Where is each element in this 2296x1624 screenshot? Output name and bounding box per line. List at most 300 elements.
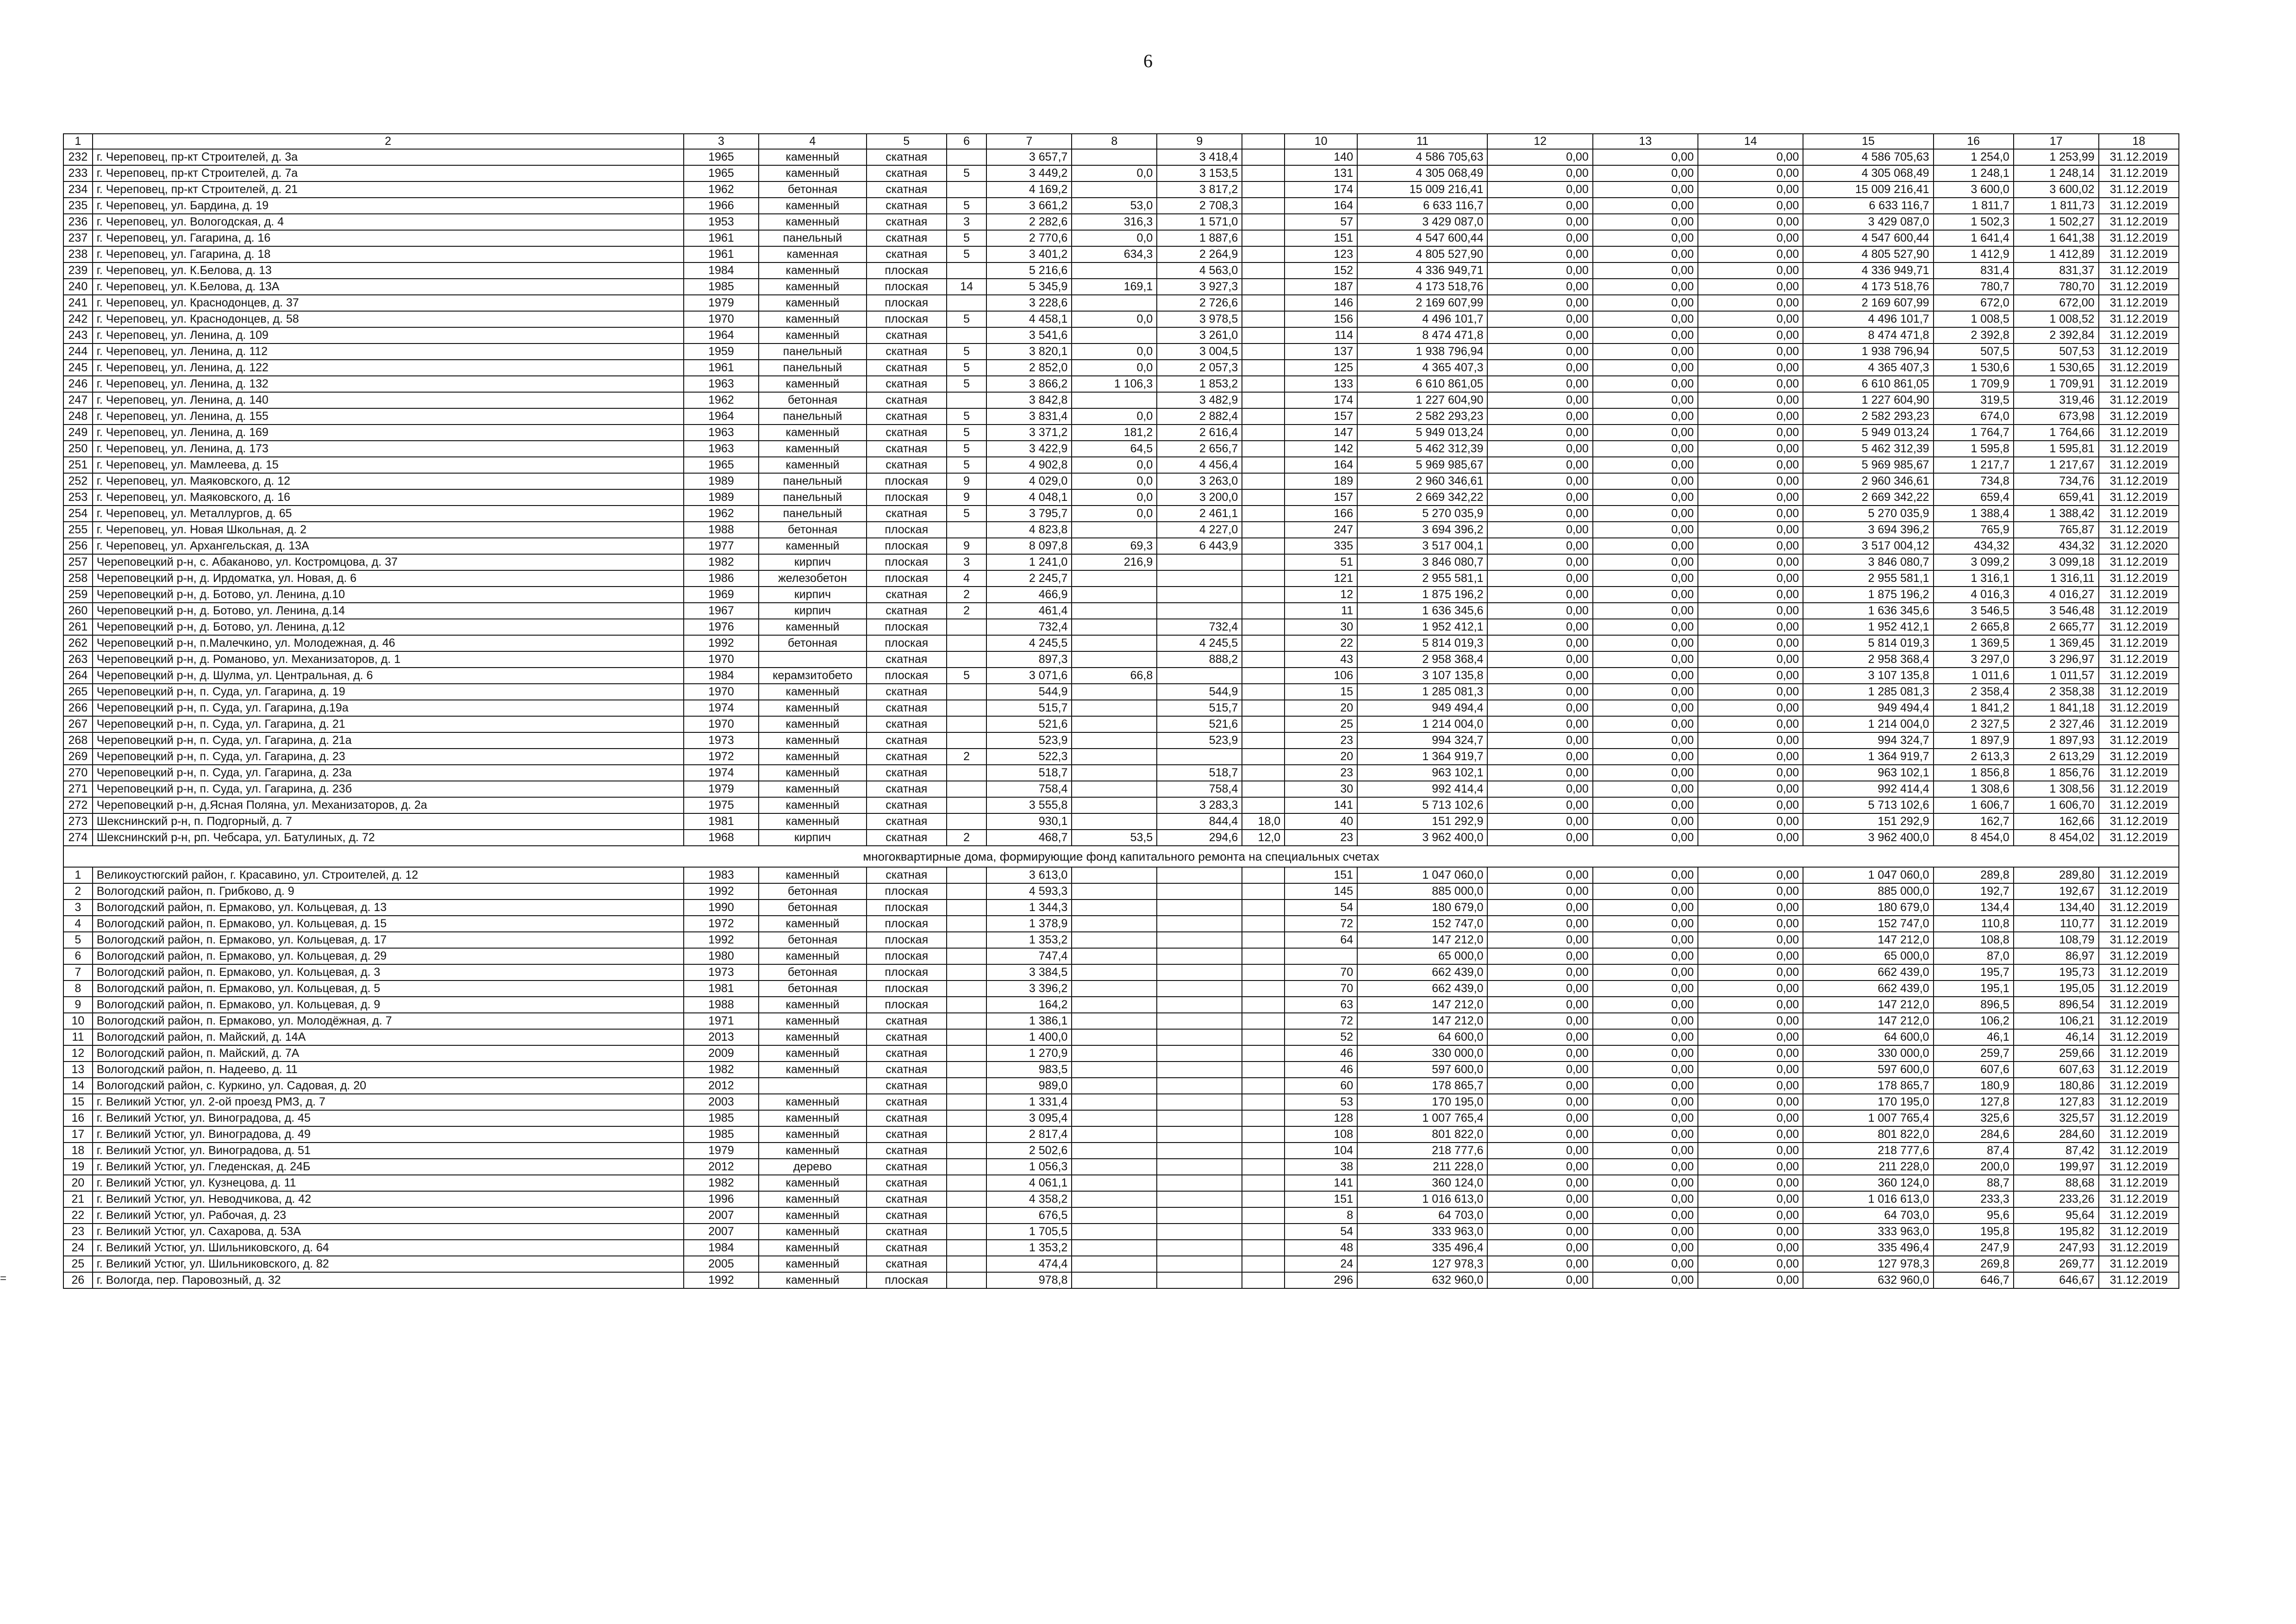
cell: 1 952 412,1 xyxy=(1803,619,1933,635)
cell: 1 853,2 xyxy=(1157,376,1242,392)
cell: 11 xyxy=(1285,603,1357,619)
table-row xyxy=(63,587,2179,603)
cell: каменный xyxy=(759,1029,867,1045)
cell: 325,57 xyxy=(2014,1110,2099,1126)
cell: 0,00 xyxy=(1698,311,1803,327)
cell: скатная xyxy=(867,1045,947,1062)
cell: 1953 xyxy=(684,214,759,230)
cell: 211 228,0 xyxy=(1357,1159,1487,1175)
cell: Череповецкий р-н, п. Суда, ул. Гагарина, д. 23а xyxy=(93,765,684,781)
cell xyxy=(1242,867,1285,883)
cell: 0,00 xyxy=(1698,295,1803,311)
cell: 1 217,67 xyxy=(2014,457,2099,473)
cell: 114 xyxy=(1285,327,1357,344)
cell: 4 547 600,44 xyxy=(1357,230,1487,246)
table-row xyxy=(63,1256,2179,1272)
cell: 0,00 xyxy=(1698,392,1803,408)
cell: 3 661,2 xyxy=(986,198,1072,214)
cell xyxy=(1072,587,1157,603)
cell xyxy=(1072,765,1157,781)
cell: 0,00 xyxy=(1698,425,1803,441)
cell xyxy=(1157,932,1242,948)
cell: 6 xyxy=(63,948,93,964)
cell: 0,00 xyxy=(1593,392,1698,408)
cell xyxy=(947,262,987,279)
cell: 5 814 019,3 xyxy=(1803,635,1933,651)
cell: 1 047 060,0 xyxy=(1803,867,1933,883)
cell: 60 xyxy=(1285,1078,1357,1094)
cell: 335 xyxy=(1285,538,1357,554)
cell: 1 353,2 xyxy=(986,932,1072,948)
cell: 0,0 xyxy=(1072,506,1157,522)
table-row xyxy=(63,1224,2179,1240)
cell: 18 xyxy=(2099,134,2179,149)
cell: 0,00 xyxy=(1593,997,1698,1013)
cell: скатная xyxy=(867,830,947,846)
cell: 1 709,91 xyxy=(2014,376,2099,392)
table-row xyxy=(63,538,2179,554)
cell: 2 958 368,4 xyxy=(1357,651,1487,668)
cell: 57 xyxy=(1285,214,1357,230)
cell: 0,00 xyxy=(1593,311,1698,327)
cell xyxy=(1242,408,1285,425)
cell: 2 057,3 xyxy=(1157,360,1242,376)
table-row xyxy=(63,149,2179,165)
cell: 2007 xyxy=(684,1224,759,1240)
cell: 88,7 xyxy=(1934,1175,2014,1191)
cell: 3 429 087,0 xyxy=(1357,214,1487,230)
cell: 0,00 xyxy=(1698,700,1803,716)
cell: 0,00 xyxy=(1593,554,1698,570)
cell: 31.12.2019 xyxy=(2099,635,2179,651)
cell: 0,00 xyxy=(1593,214,1698,230)
cell: каменный xyxy=(759,716,867,732)
cell xyxy=(1072,1062,1157,1078)
cell: скатная xyxy=(867,1094,947,1110)
cell: 0,00 xyxy=(1487,603,1592,619)
cell: 259,7 xyxy=(1934,1045,2014,1062)
cell: 22 xyxy=(1285,635,1357,651)
cell: 2 327,46 xyxy=(2014,716,2099,732)
cell: 0,00 xyxy=(1487,1045,1592,1062)
cell: 31.12.2019 xyxy=(2099,570,2179,587)
cell: 780,70 xyxy=(2014,279,2099,295)
cell xyxy=(1157,948,1242,964)
cell: 747,4 xyxy=(986,948,1072,964)
cell: скатная xyxy=(867,327,947,344)
cell: 195,8 xyxy=(1934,1224,2014,1240)
cell: 672,0 xyxy=(1934,295,2014,311)
cell: 0,00 xyxy=(1593,603,1698,619)
cell: 765,87 xyxy=(2014,522,2099,538)
cell: 31.12.2019 xyxy=(2099,376,2179,392)
cell: 147 212,0 xyxy=(1803,997,1933,1013)
cell: 0,00 xyxy=(1698,1224,1803,1240)
cell: 2 960 346,61 xyxy=(1803,473,1933,489)
cell: 1962 xyxy=(684,506,759,522)
cell xyxy=(1242,964,1285,981)
cell: Великоустюгский район, г. Красавино, ул. Строителей, д. 12 xyxy=(93,867,684,883)
cell: 236 xyxy=(63,214,93,230)
cell: 333 963,0 xyxy=(1357,1224,1487,1240)
cell xyxy=(1157,1078,1242,1094)
cell: 3 396,2 xyxy=(986,981,1072,997)
cell: 31.12.2019 xyxy=(2099,981,2179,997)
cell xyxy=(1072,1094,1157,1110)
cell: 1984 xyxy=(684,1240,759,1256)
cell: плоская xyxy=(867,899,947,916)
cell: 31.12.2019 xyxy=(2099,1272,2179,1288)
cell: г. Великий Устюг, ул. Кузнецова, д. 11 xyxy=(93,1175,684,1191)
cell: 253 xyxy=(63,489,93,506)
cell: 1 709,9 xyxy=(1934,376,2014,392)
cell: 1 378,9 xyxy=(986,916,1072,932)
cell xyxy=(1157,899,1242,916)
table-row xyxy=(63,813,2179,830)
cell: 244 xyxy=(63,344,93,360)
cell: 5 xyxy=(947,360,987,376)
cell: плоская xyxy=(867,295,947,311)
cell: 0,0 xyxy=(1072,311,1157,327)
cell: 0,00 xyxy=(1698,932,1803,948)
cell: 1988 xyxy=(684,522,759,538)
cell: 1 047 060,0 xyxy=(1357,867,1487,883)
section-title: многоквартирные дома, формирующие фонд капитального ремонта на специальных счетах xyxy=(63,846,2179,867)
cell: скатная xyxy=(867,246,947,262)
cell: 31.12.2019 xyxy=(2099,441,2179,457)
cell: 0,00 xyxy=(1698,522,1803,538)
cell: 31.12.2019 xyxy=(2099,1126,2179,1143)
cell: 95,6 xyxy=(1934,1207,2014,1224)
cell: 1965 xyxy=(684,165,759,181)
cell: 48 xyxy=(1285,1240,1357,1256)
cell: 544,9 xyxy=(1157,684,1242,700)
cell: 31.12.2019 xyxy=(2099,1143,2179,1159)
cell: 3 962 400,0 xyxy=(1357,830,1487,846)
cell: 1 285 081,3 xyxy=(1357,684,1487,700)
cell xyxy=(1157,1207,1242,1224)
table-row xyxy=(63,1078,2179,1094)
cell: 2 xyxy=(947,603,987,619)
cell xyxy=(1072,603,1157,619)
cell: 1984 xyxy=(684,262,759,279)
cell: 0,00 xyxy=(1698,1256,1803,1272)
cell: каменный xyxy=(759,279,867,295)
cell: 1983 xyxy=(684,867,759,883)
cell: 0,00 xyxy=(1593,716,1698,732)
cell: скатная xyxy=(867,603,947,619)
cell: 4 902,8 xyxy=(986,457,1072,473)
cell: 43 xyxy=(1285,651,1357,668)
cell: 0,00 xyxy=(1698,981,1803,997)
cell: 544,9 xyxy=(986,684,1072,700)
cell: 3 200,0 xyxy=(1157,489,1242,506)
cell: 31.12.2019 xyxy=(2099,948,2179,964)
cell: 0,00 xyxy=(1698,883,1803,899)
cell: 2 169 607,99 xyxy=(1803,295,1933,311)
cell: 0,00 xyxy=(1487,149,1592,165)
cell: 518,7 xyxy=(1157,765,1242,781)
cell: 2 282,6 xyxy=(986,214,1072,230)
cell: 0,00 xyxy=(1593,635,1698,651)
cell: 662 439,0 xyxy=(1803,981,1933,997)
cell: 5 462 312,39 xyxy=(1803,441,1933,457)
table-row xyxy=(63,732,2179,749)
cell: 273 xyxy=(63,813,93,830)
cell: 22 xyxy=(63,1207,93,1224)
cell: 127 978,3 xyxy=(1357,1256,1487,1272)
cell: 9 xyxy=(1157,134,1242,149)
cell xyxy=(1072,732,1157,749)
cell: 0,00 xyxy=(1593,1240,1698,1256)
cell: 0,00 xyxy=(1593,522,1698,538)
cell: 69,3 xyxy=(1072,538,1157,554)
cell: 1 641,38 xyxy=(2014,230,2099,246)
cell xyxy=(1242,883,1285,899)
cell: 1979 xyxy=(684,781,759,797)
cell: каменный xyxy=(759,295,867,311)
cell: плоская xyxy=(867,473,947,489)
cell xyxy=(947,1029,987,1045)
cell: 20 xyxy=(63,1175,93,1191)
cell: 64 703,0 xyxy=(1357,1207,1487,1224)
cell: каменный xyxy=(759,867,867,883)
cell xyxy=(1157,1013,1242,1029)
cell xyxy=(1242,554,1285,570)
cell: 1967 xyxy=(684,603,759,619)
table-row xyxy=(63,246,2179,262)
cell: 247 xyxy=(1285,522,1357,538)
cell: 9 xyxy=(947,489,987,506)
cell: Череповецкий р-н, д.Ясная Поляна, ул. Механизаторов, д. 2а xyxy=(93,797,684,813)
cell: 0,00 xyxy=(1593,1110,1698,1126)
cell: 646,67 xyxy=(2014,1272,2099,1288)
table-row xyxy=(63,948,2179,964)
cell: скатная xyxy=(867,230,947,246)
cell: 0,00 xyxy=(1698,684,1803,700)
cell: 3 xyxy=(947,214,987,230)
cell: каменный xyxy=(759,684,867,700)
table-row xyxy=(63,1191,2179,1207)
cell: 12 xyxy=(1487,134,1592,149)
cell: 0,00 xyxy=(1593,700,1698,716)
cell: каменный xyxy=(759,1126,867,1143)
cell: 0,00 xyxy=(1593,684,1698,700)
cell: 732,4 xyxy=(1157,619,1242,635)
cell: плоская xyxy=(867,668,947,684)
cell: 6 633 116,7 xyxy=(1357,198,1487,214)
cell: плоская xyxy=(867,279,947,295)
cell xyxy=(1072,570,1157,587)
cell: 0,00 xyxy=(1698,651,1803,668)
cell: 1 388,4 xyxy=(1934,506,2014,522)
cell: 0,00 xyxy=(1487,327,1592,344)
cell: керамзитобето xyxy=(759,668,867,684)
cell xyxy=(759,651,867,668)
cell: 95,64 xyxy=(2014,1207,2099,1224)
cell xyxy=(1157,916,1242,932)
cell: 17 xyxy=(2014,134,2099,149)
cell: скатная xyxy=(867,765,947,781)
cell: 0,00 xyxy=(1698,867,1803,883)
cell: 72 xyxy=(1285,916,1357,932)
cell: 4 593,3 xyxy=(986,883,1072,899)
cell: 31.12.2019 xyxy=(2099,813,2179,830)
cell: Шекснинский р-н, п. Подгорный, д. 7 xyxy=(93,813,684,830)
cell: Вологодский район, п. Майский, д. 7А xyxy=(93,1045,684,1062)
cell: 5 949 013,24 xyxy=(1803,425,1933,441)
cell: 64 703,0 xyxy=(1803,1207,1933,1224)
cell: г. Череповец, пр-кт Строителей, д. 7а xyxy=(93,165,684,181)
cell: 0,00 xyxy=(1698,1207,1803,1224)
cell xyxy=(1242,1256,1285,1272)
cell: скатная xyxy=(867,1029,947,1045)
cell: 4 305 068,49 xyxy=(1803,165,1933,181)
cell xyxy=(947,867,987,883)
cell: 5 xyxy=(947,506,987,522)
cell xyxy=(947,932,987,948)
cell: бетонная xyxy=(759,392,867,408)
cell: 758,4 xyxy=(986,781,1072,797)
cell: 1 016 613,0 xyxy=(1803,1191,1933,1207)
cell: 0,00 xyxy=(1487,587,1592,603)
cell: 0,00 xyxy=(1593,181,1698,198)
cell xyxy=(1242,473,1285,489)
cell: 31.12.2019 xyxy=(2099,198,2179,214)
cell: 335 496,4 xyxy=(1803,1240,1933,1256)
cell: 1989 xyxy=(684,489,759,506)
cell: панельный xyxy=(759,506,867,522)
cell: 1962 xyxy=(684,181,759,198)
cell xyxy=(1072,1078,1157,1094)
cell: 31.12.2019 xyxy=(2099,997,2179,1013)
cell: скатная xyxy=(867,360,947,376)
cell: каменный xyxy=(759,262,867,279)
cell: 3 449,2 xyxy=(986,165,1072,181)
cell: 10 xyxy=(63,1013,93,1029)
cell: 5 xyxy=(947,441,987,457)
cell: 4 458,1 xyxy=(986,311,1072,327)
cell: г. Череповец, ул. Ленина, д. 169 xyxy=(93,425,684,441)
cell: плоская xyxy=(867,964,947,981)
cell: 0,00 xyxy=(1487,425,1592,441)
cell: 178 865,7 xyxy=(1803,1078,1933,1094)
cell: 1992 xyxy=(684,1272,759,1288)
cell: 31.12.2019 xyxy=(2099,327,2179,344)
cell xyxy=(947,948,987,964)
cell: 151 xyxy=(1285,867,1357,883)
cell: 1 636 345,6 xyxy=(1803,603,1933,619)
cell: 31.12.2019 xyxy=(2099,1094,2179,1110)
cell: 523,9 xyxy=(986,732,1072,749)
cell: скатная xyxy=(867,506,947,522)
cell xyxy=(947,1240,987,1256)
cell: 189 xyxy=(1285,473,1357,489)
cell: 31.12.2019 xyxy=(2099,425,2179,441)
cell: плоская xyxy=(867,883,947,899)
cell: 0,00 xyxy=(1487,198,1592,214)
cell: 0,00 xyxy=(1593,1207,1698,1224)
cell: 0,00 xyxy=(1698,948,1803,964)
cell xyxy=(1242,1062,1285,1078)
cell: Вологодский район, п. Майский, д. 14А xyxy=(93,1029,684,1045)
cell: 831,37 xyxy=(2014,262,2099,279)
cell: 3 422,9 xyxy=(986,441,1072,457)
cell: 3 099,18 xyxy=(2014,554,2099,570)
cell: 195,73 xyxy=(2014,964,2099,981)
cell: 4 805 527,90 xyxy=(1357,246,1487,262)
table-row xyxy=(63,262,2179,279)
cell: 1 214 004,0 xyxy=(1357,716,1487,732)
cell: 1979 xyxy=(684,1143,759,1159)
cell: 1965 xyxy=(684,149,759,165)
cell xyxy=(947,392,987,408)
cell: 51 xyxy=(1285,554,1357,570)
cell: 4 547 600,44 xyxy=(1803,230,1933,246)
cell: бетонная xyxy=(759,883,867,899)
cell: 1 308,6 xyxy=(1934,781,2014,797)
cell: 2 852,0 xyxy=(986,360,1072,376)
cell xyxy=(1157,997,1242,1013)
cell xyxy=(1072,149,1157,165)
cell xyxy=(947,1207,987,1224)
cell: 272 xyxy=(63,797,93,813)
cell: 1 008,5 xyxy=(1934,311,2014,327)
cell xyxy=(1157,1224,1242,1240)
cell: 1 308,56 xyxy=(2014,781,2099,797)
cell: 0,00 xyxy=(1593,279,1698,295)
cell: 992 414,4 xyxy=(1803,781,1933,797)
cell: 0,00 xyxy=(1698,360,1803,376)
cell: 4 336 949,71 xyxy=(1357,262,1487,279)
cell: 31.12.2019 xyxy=(2099,1013,2179,1029)
cell: 5 713 102,6 xyxy=(1803,797,1933,813)
cell: 31.12.2019 xyxy=(2099,587,2179,603)
cell: 1979 xyxy=(684,295,759,311)
cell xyxy=(1072,964,1157,981)
cell: скатная xyxy=(867,1191,947,1207)
table-row xyxy=(63,635,2179,651)
cell xyxy=(1157,1029,1242,1045)
cell: скатная xyxy=(867,781,947,797)
cell: 0,00 xyxy=(1487,246,1592,262)
cell: 261 xyxy=(63,619,93,635)
cell: 5 xyxy=(947,165,987,181)
cell: 5 xyxy=(947,668,987,684)
cell xyxy=(1072,1045,1157,1062)
cell: 0,00 xyxy=(1698,570,1803,587)
cell: 200,0 xyxy=(1934,1159,2014,1175)
cell: кирпич xyxy=(759,554,867,570)
cell: 2 xyxy=(947,830,987,846)
cell: 0,00 xyxy=(1487,1094,1592,1110)
cell: 12 xyxy=(63,1045,93,1062)
cell xyxy=(1072,651,1157,668)
cell: 4 823,8 xyxy=(986,522,1072,538)
cell: 0,00 xyxy=(1698,899,1803,916)
cell: 31.12.2019 xyxy=(2099,473,2179,489)
cell: 106,21 xyxy=(2014,1013,2099,1029)
cell: 0,00 xyxy=(1487,916,1592,932)
cell: 0,00 xyxy=(1593,570,1698,587)
cell: 147 212,0 xyxy=(1803,1013,1933,1029)
cell: 1985 xyxy=(684,1110,759,1126)
cell: скатная xyxy=(867,700,947,716)
cell: 246 xyxy=(63,376,93,392)
cell: 2 656,7 xyxy=(1157,441,1242,457)
cell: 269,77 xyxy=(2014,1256,2099,1272)
cell: 3 866,2 xyxy=(986,376,1072,392)
